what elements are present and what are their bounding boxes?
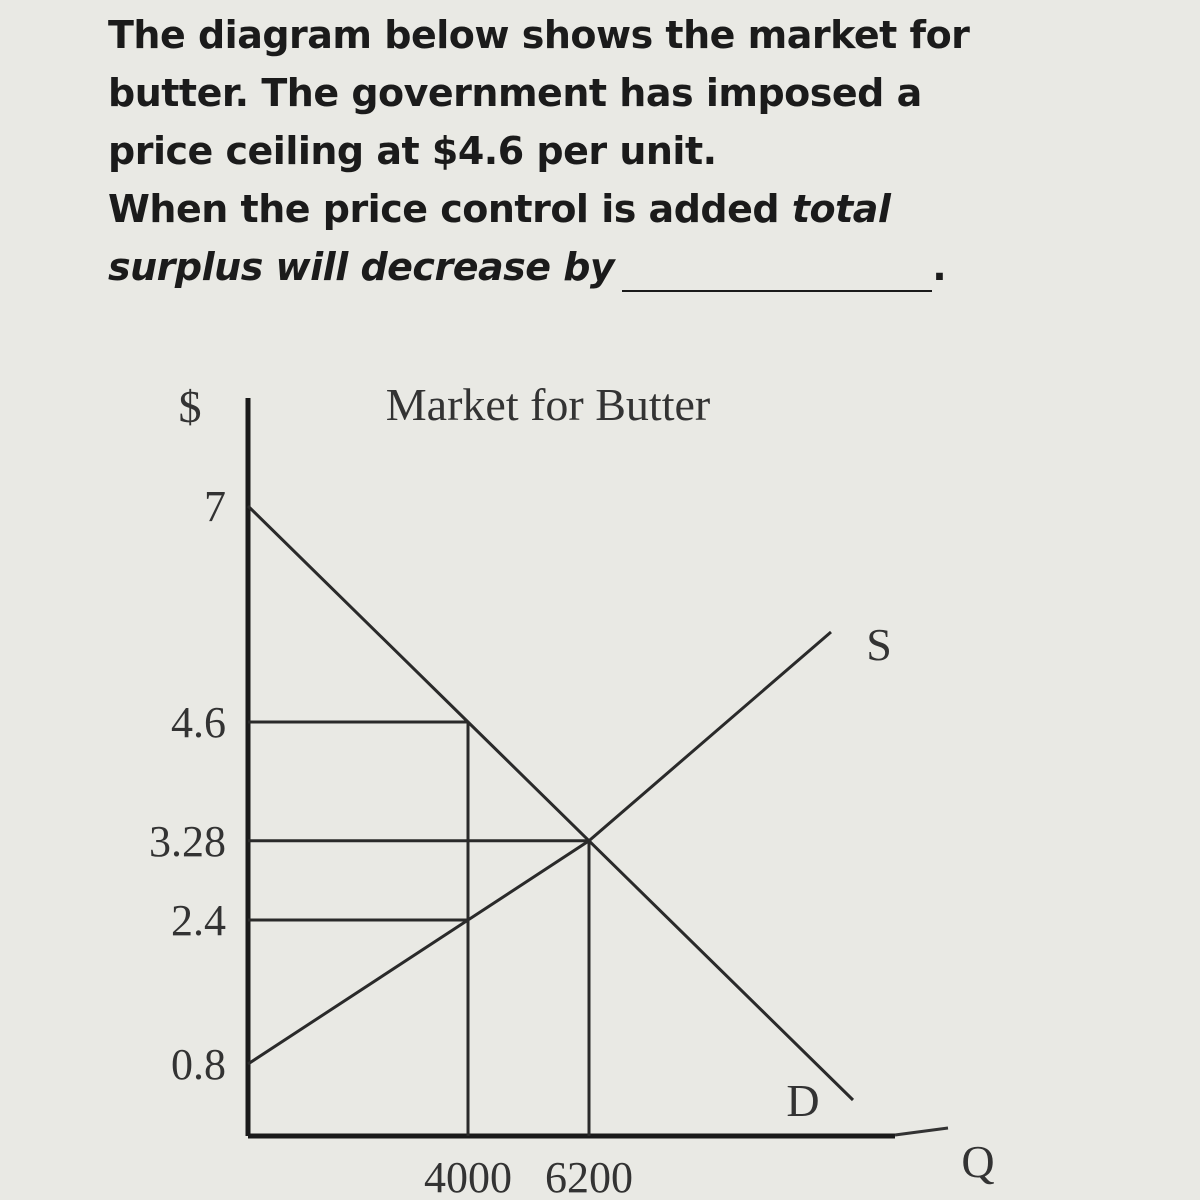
y-tick-label: 2.4 — [171, 896, 226, 945]
curves — [248, 506, 892, 1126]
question-line-1: The diagram below shows the market for — [108, 13, 970, 57]
supply-curve — [248, 632, 831, 1064]
question-line-5-text: surplus will decrease by — [108, 245, 615, 289]
question-line-4-text: When the price control is added — [108, 187, 792, 231]
question-line-2: butter. The government has imposed a — [108, 71, 922, 115]
y-tick-label: 4.6 — [171, 698, 226, 747]
question-period: . — [932, 245, 947, 289]
x-tick-label: 6200 — [545, 1153, 633, 1200]
x-axis-label: Q — [961, 1136, 995, 1187]
supply-curve-label: S — [866, 619, 892, 670]
question-line-3: price ceiling at $4.6 per unit. — [108, 129, 717, 173]
x-tick-label: 4000 — [424, 1153, 512, 1200]
chart-title: Market for Butter — [385, 379, 711, 430]
reference-lines — [248, 722, 589, 1136]
y-tick-label: 7 — [204, 482, 226, 531]
chart-axes — [248, 398, 948, 1136]
demand-curve — [248, 506, 853, 1100]
question-emphasis-total: total — [791, 187, 891, 231]
x-axis-extension — [895, 1128, 948, 1135]
demand-curve-label: D — [786, 1075, 820, 1126]
y-axis-label: $ — [178, 381, 202, 432]
y-tick-label: 0.8 — [171, 1040, 226, 1089]
y-tick-label: 3.28 — [149, 816, 226, 866]
